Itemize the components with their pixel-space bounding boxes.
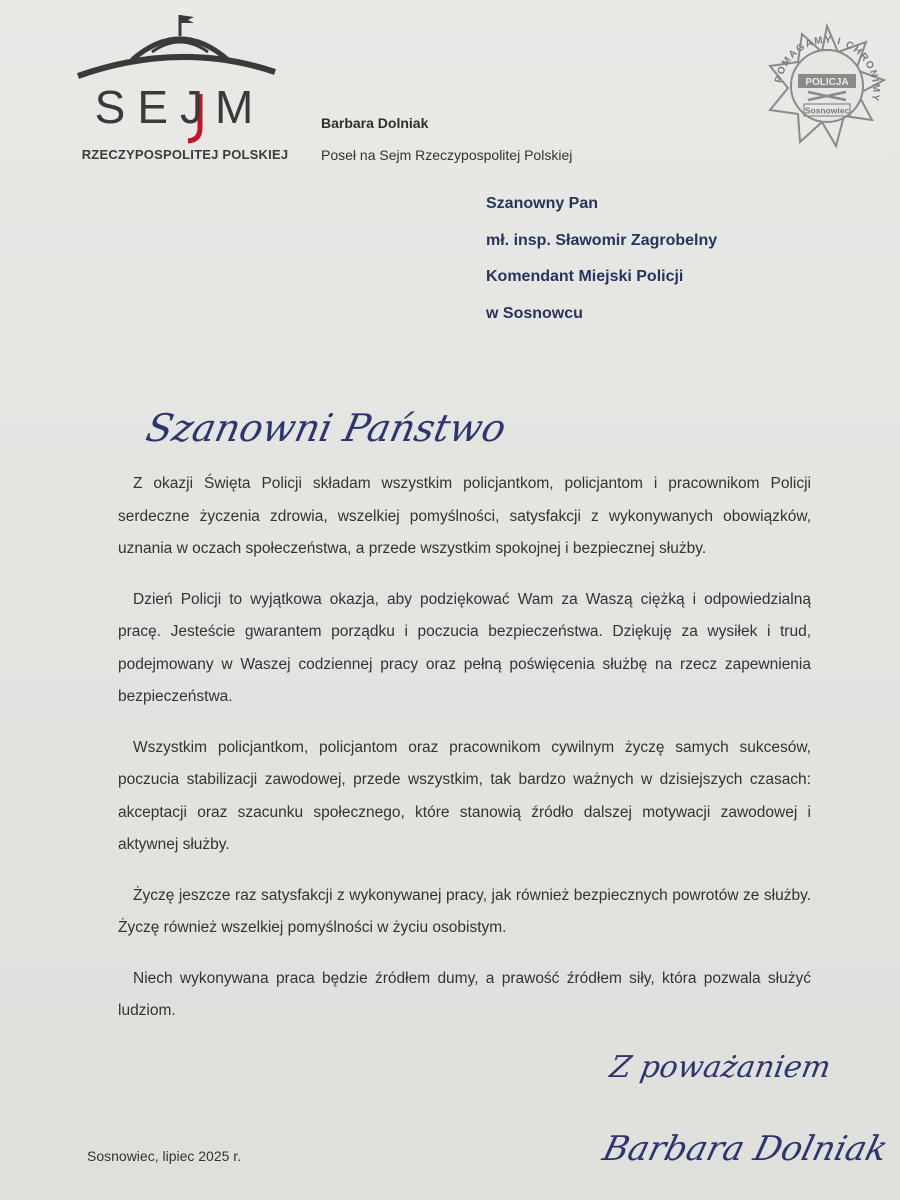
handwritten-closing	[606, 1035, 836, 1100]
handwritten-salutation	[142, 395, 510, 460]
sejm-logo-word: SEJM	[94, 81, 266, 133]
recipient-line: w Sosnowcu	[486, 304, 583, 322]
recipient-line: Komendant Miejski Policji	[486, 268, 684, 285]
police-star-icon	[760, 22, 894, 156]
emblem-label: POLICJA	[805, 77, 849, 88]
police-emblem	[760, 22, 894, 156]
emblem-city: Sosnowiec	[804, 105, 850, 116]
body-paragraph: Niech wykonywana praca będzie źródłem dumy, a prawość źródłem siły, która pozwala służyć ludziom.	[118, 969, 811, 1019]
recipient-address	[486, 186, 717, 332]
signature	[600, 1108, 895, 1183]
recipient-line: Szanowny Pan	[486, 195, 599, 212]
place-and-date: Sosnowiec, lipiec 2025 r.	[87, 1148, 242, 1164]
sejm-logo	[70, 10, 290, 170]
body-paragraph: Wszystkim policjantkom, policjantom oraz pracownikom cywilnym życzę samych sukcesów, poczucia stabilizacji zawodowej, przede wszystkim, tak bardzo ważnych w dzisiejszych czasach: akceptacji oraz szacunku społecznego, które stanowią źródło dalszej motywacji zawodowej i aktywnej służby.	[118, 738, 811, 853]
signature-text: Barbara Dolniak	[598, 1129, 892, 1169]
closing-text: Z poważaniem	[607, 1050, 834, 1085]
sender-role: Poseł na Sejm Rzeczypospolitej Polskiej	[321, 147, 573, 163]
recipient-line: mł. insp. Sławomir Zagrobelny	[486, 231, 718, 249]
sender-name: Barbara Dolniak	[321, 115, 429, 131]
body-paragraph: Z okazji Święta Policji składam wszystkim policjantkom, policjantom i pracownikom Policji serdeczne życzenia zdrowia, wszelkiej pomyślności, satysfakcji z wykonywanych obowiązków, uznania w oczach społeczeństwa, a przede wszystkim spokojnej i bezpiecznej służby.	[118, 475, 811, 557]
emblem-ring-text: POMAGAMY I CHRONIMY	[773, 34, 882, 104]
body-paragraph: Dzień Policji to wyjątkowa okazja, aby podziękować Wam za Waszą ciężką i odpowiedzialną pracę. Jesteście gwarantem porządku i poczucia bezpieczeństwa. Dziękuję za wysiłek i trud, podejmowany w Waszej codziennej pracy oraz pełną poświęcenia służbę na rzecz zapewnienia bezpieczeństwa.	[118, 590, 811, 705]
letter-body	[118, 468, 811, 1046]
salutation-text: Szanowni Państwo	[142, 406, 510, 451]
body-paragraph: Życzę jeszcze raz satysfakcji z wykonywanej pracy, jak również bezpiecznych powrotów ze służby. Życzę również wszelkiej pomyślności w życiu osobistym.	[118, 886, 811, 936]
sejm-logo-subtitle: RZECZYPOSPOLITEJ POLSKIEJ	[81, 147, 289, 162]
